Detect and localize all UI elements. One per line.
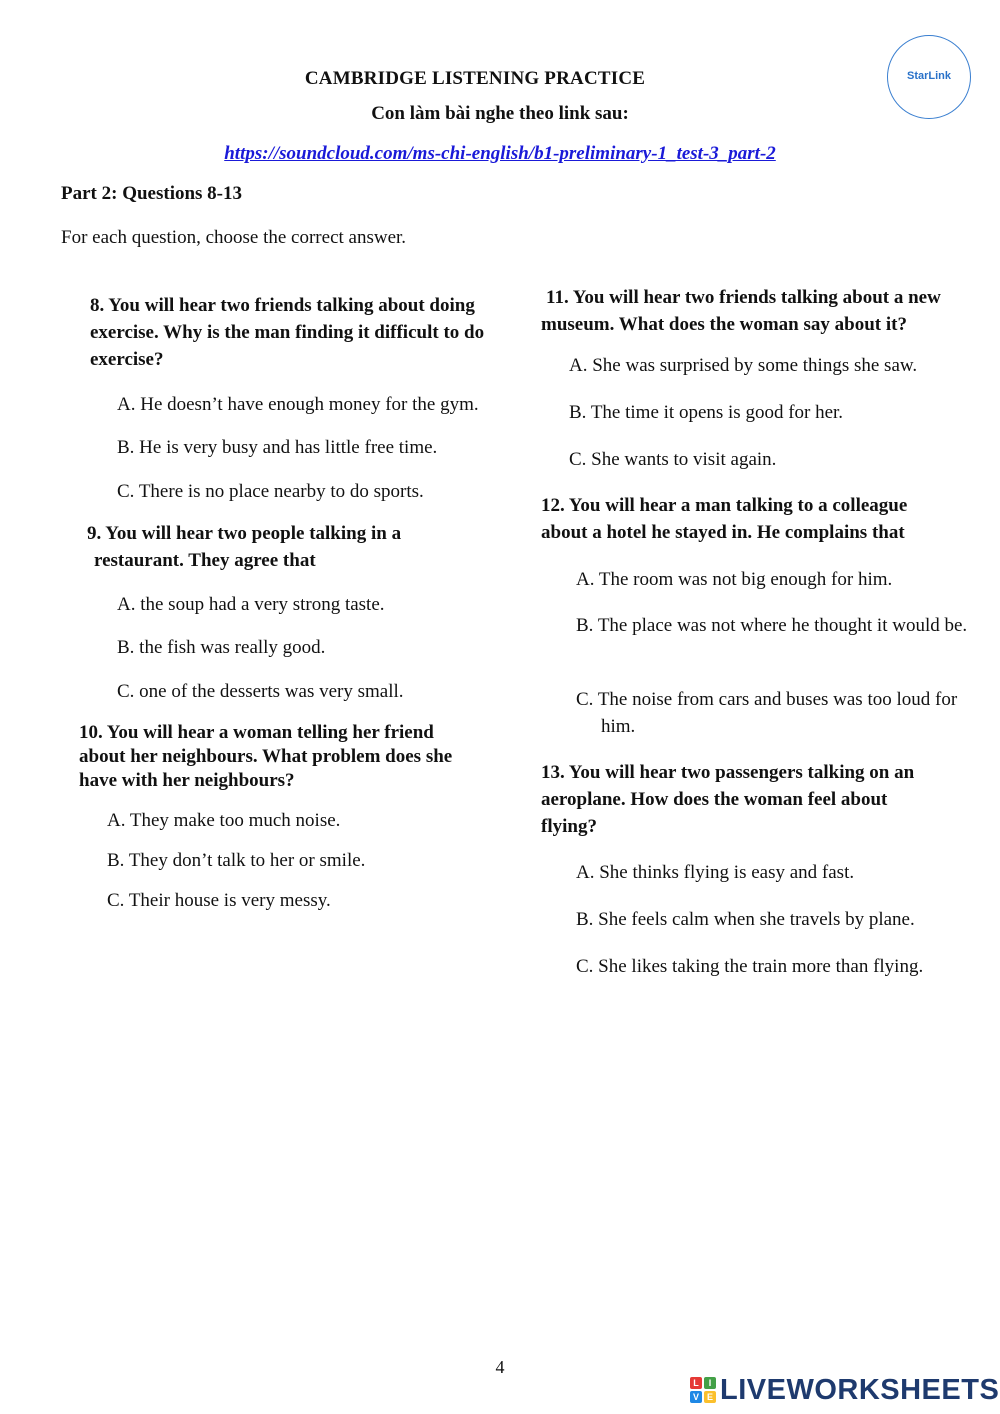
logo-block: L	[690, 1377, 702, 1389]
prompt-line: exercise?	[90, 349, 164, 370]
audio-link[interactable]: https://soundcloud.com/ms-chi-english/b1-preliminary-1_test-3_part-2	[224, 143, 776, 164]
prompt-line: exercise. Why is the man finding it difficult to do	[90, 322, 485, 343]
question-12-option-a[interactable]: A. The room was not big enough for him.	[576, 569, 893, 590]
prompt-line: 12. You will hear a man talking to a colleague	[541, 495, 908, 516]
question-8-option-c[interactable]: C. There is no place nearby to do sports.	[117, 481, 424, 502]
liveworksheets-logo	[690, 1374, 999, 1406]
prompt-line: 13. You will hear two passengers talking on an	[541, 762, 915, 783]
question-13-option-c[interactable]: C. She likes taking the train more than flying.	[576, 956, 924, 977]
page-subtitle: Con làm bài nghe theo link sau:	[371, 103, 629, 124]
audio-link-container	[0, 143, 1000, 165]
question-11-option-c[interactable]: C. She wants to visit again.	[569, 449, 777, 470]
question-8-option-a[interactable]: A. He doesn’t have enough money for the gym.	[117, 394, 479, 415]
prompt-line: museum. What does the woman say about it?	[541, 314, 907, 335]
question-12-option-b[interactable]: B. The place was not where he thought it would be.	[576, 615, 968, 636]
logo-text: StarLink	[906, 70, 951, 82]
question-10-option-a[interactable]: A. They make too much noise.	[107, 810, 341, 831]
question-11-option-b[interactable]: B. The time it opens is good for her.	[569, 402, 844, 423]
question-13-option-b[interactable]: B. She feels calm when she travels by plane.	[576, 909, 915, 930]
prompt-line: 9. You will hear two people talking in a	[87, 523, 402, 544]
question-11-prompt	[541, 284, 941, 338]
instruction-text: For each question, choose the correct answer.	[61, 227, 407, 248]
question-11-option-a[interactable]: A. She was surprised by some things she saw.	[569, 355, 918, 376]
question-10-option-c[interactable]: C. Their house is very messy.	[107, 890, 331, 911]
prompt-line: about her neighbours. What problem does she	[79, 746, 453, 767]
prompt-line: aeroplane. How does the woman feel about	[541, 789, 888, 810]
question-8-option-b[interactable]: B. He is very busy and has little free time.	[117, 437, 438, 458]
question-9-option-a[interactable]: A. the soup had a very strong taste.	[117, 594, 385, 615]
question-9-prompt	[87, 520, 401, 574]
question-13-option-a[interactable]: A. She thinks flying is easy and fast.	[576, 862, 855, 883]
prompt-line: have with her neighbours?	[79, 770, 295, 791]
question-9-option-b[interactable]: B. the fish was really good.	[117, 637, 326, 658]
prompt-line: flying?	[541, 816, 597, 837]
logo-block: E	[704, 1391, 716, 1403]
question-12-prompt	[541, 492, 907, 546]
part-heading: Part 2: Questions 8-13	[61, 183, 243, 204]
question-10-prompt	[79, 721, 452, 793]
prompt-line: about a hotel he stayed in. He complains that	[541, 522, 905, 543]
logo-block: I	[704, 1377, 716, 1389]
question-8-prompt	[90, 292, 484, 373]
page-title: CAMBRIDGE LISTENING PRACTICE	[304, 68, 646, 89]
page-number: 4	[495, 1357, 505, 1377]
prompt-line: 11. You will hear two friends talking about a new	[546, 287, 941, 308]
starlink-logo	[887, 35, 971, 119]
question-9-option-c[interactable]: C. one of the desserts was very small.	[117, 681, 404, 702]
question-12-option-c[interactable]: C. The noise from cars and buses was too loud for him.	[576, 689, 958, 737]
liveworksheets-wordmark: LIVEWORKSHEETS	[720, 1373, 1000, 1406]
prompt-line: 10. You will hear a woman telling her friend	[79, 722, 434, 743]
prompt-line: 8. You will hear two friends talking about doing	[90, 295, 475, 316]
logo-block: V	[690, 1391, 702, 1403]
liveworksheets-blocks-icon	[690, 1377, 716, 1403]
question-13-prompt	[541, 759, 914, 840]
question-10-option-b[interactable]: B. They don’t talk to her or smile.	[107, 850, 366, 871]
prompt-line: restaurant. They agree that	[94, 550, 316, 571]
